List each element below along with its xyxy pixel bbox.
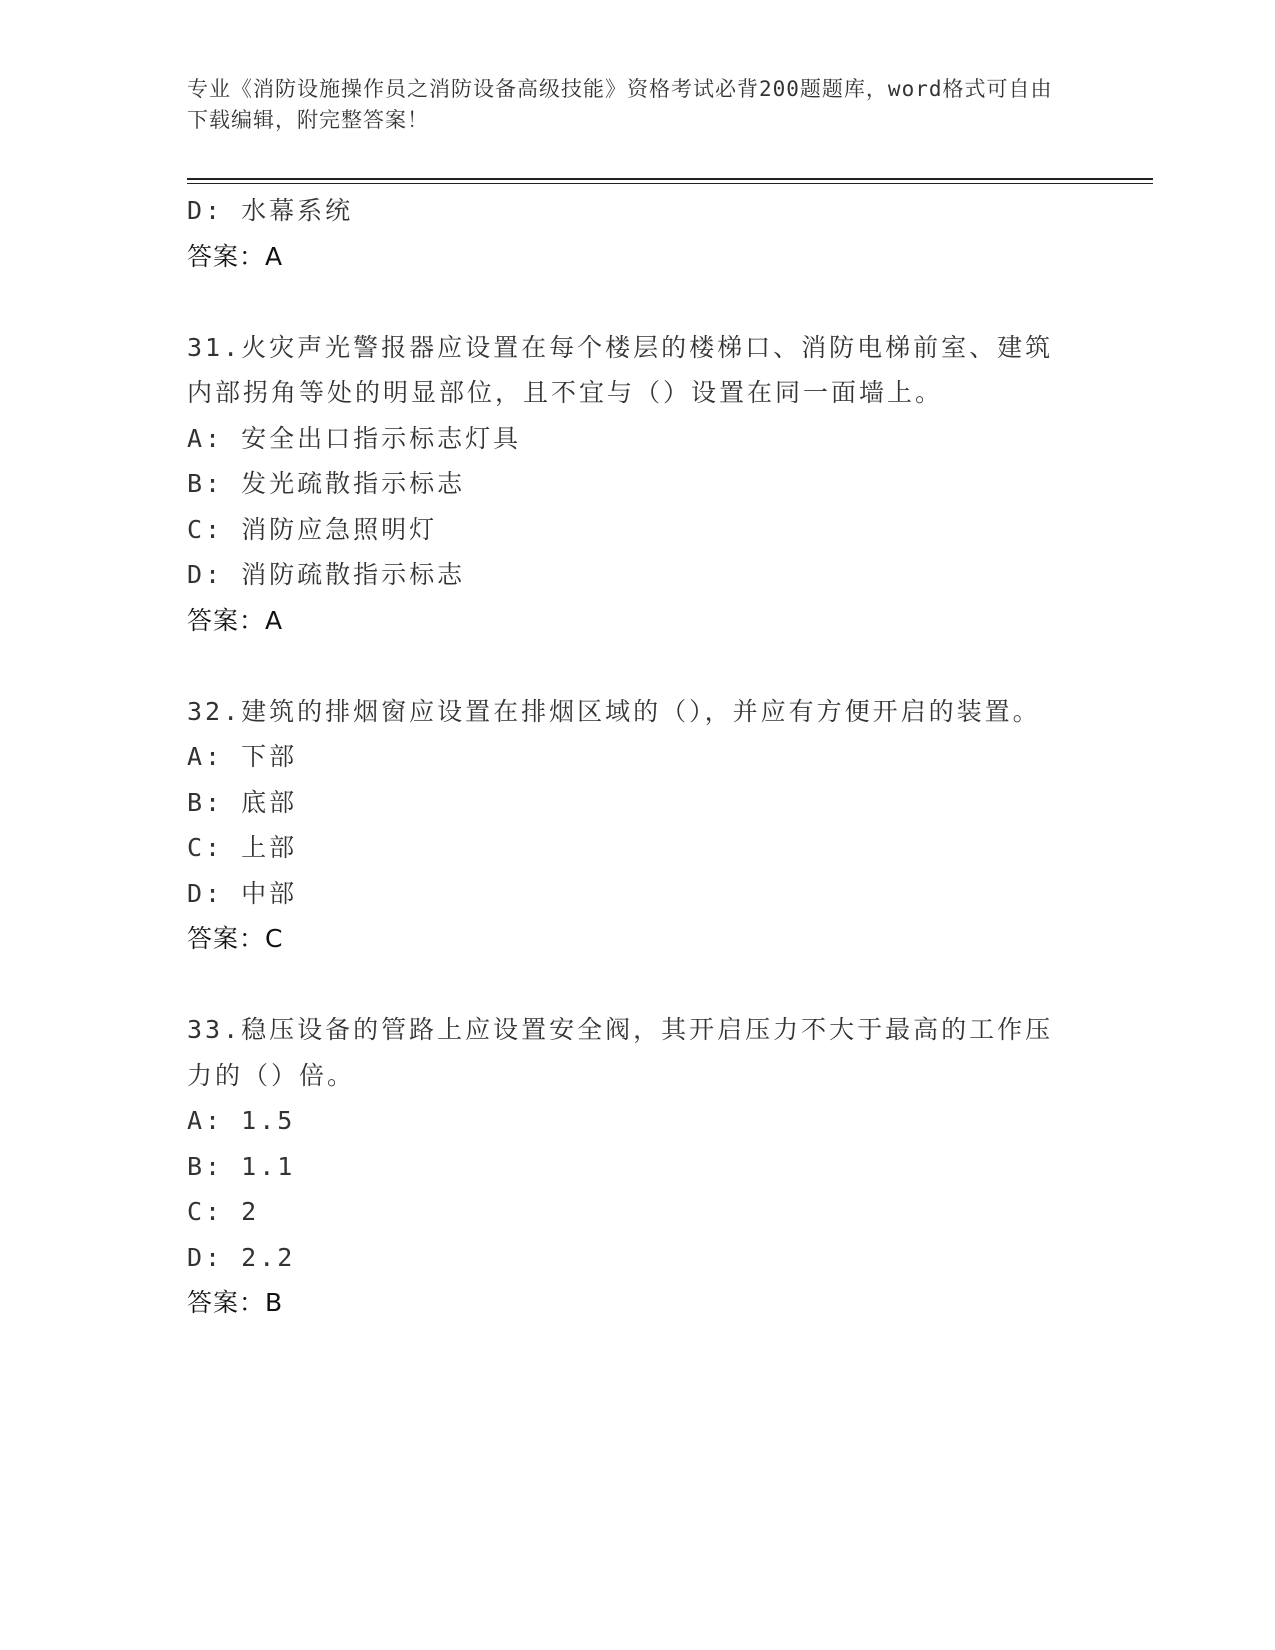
option-line: D: 2.2 (187, 1242, 296, 1272)
option-line: C: 上部 (187, 833, 298, 862)
header-divider-thin (187, 183, 1153, 184)
option-line: D: 中部 (187, 878, 298, 908)
spacer (187, 643, 1067, 689)
question-block (187, 1007, 1067, 1326)
question-text: 32.建筑的排烟窗应设置在排烟区域的（），并应有方便开启的装置。 (187, 696, 1041, 726)
option-line: A: 安全出口指示标志灯具 (187, 423, 522, 453)
spacer (187, 279, 1067, 325)
spacer (187, 962, 1067, 1008)
option-line: D: 消防疏散指示标志 (187, 560, 466, 589)
option-line: B: 1.1 (187, 1151, 296, 1181)
question-text: 31.火灾声光警报器应设置在每个楼层的楼梯口、消防电梯前室、建筑内部拐角等处的明显部位，且不宜与（）设置在同一面墙上。 (187, 332, 1054, 407)
option-line: D: 水幕系统 (187, 196, 354, 225)
answer-line: 答案：A (187, 241, 284, 271)
document-body (187, 188, 1067, 1326)
answer-line: 答案：A (187, 605, 284, 635)
option-line: B: 底部 (187, 787, 298, 817)
answer-line: 答案：C (187, 924, 284, 953)
document-header: 专业《消防设施操作员之消防设备高级技能》资格考试必背200题题库，word格式可自由下载编辑，附完整答案！ (187, 77, 1053, 132)
question-text: 33.稳压设备的管路上应设置安全阀，其开启压力不大于最高的工作压力的（）倍。 (187, 1015, 1054, 1090)
question-block (187, 325, 1067, 644)
option-line: A: 1.5 (187, 1106, 296, 1135)
option-line: C: 2 (187, 1197, 260, 1226)
option-line: C: 消防应急照明灯 (187, 514, 438, 544)
option-line: B: 发光疏散指示标志 (187, 469, 466, 498)
option-line: A: 下部 (187, 742, 298, 771)
question-block (187, 689, 1067, 962)
header-divider-thick (187, 178, 1153, 180)
answer-line: 答案：B (187, 1288, 284, 1317)
